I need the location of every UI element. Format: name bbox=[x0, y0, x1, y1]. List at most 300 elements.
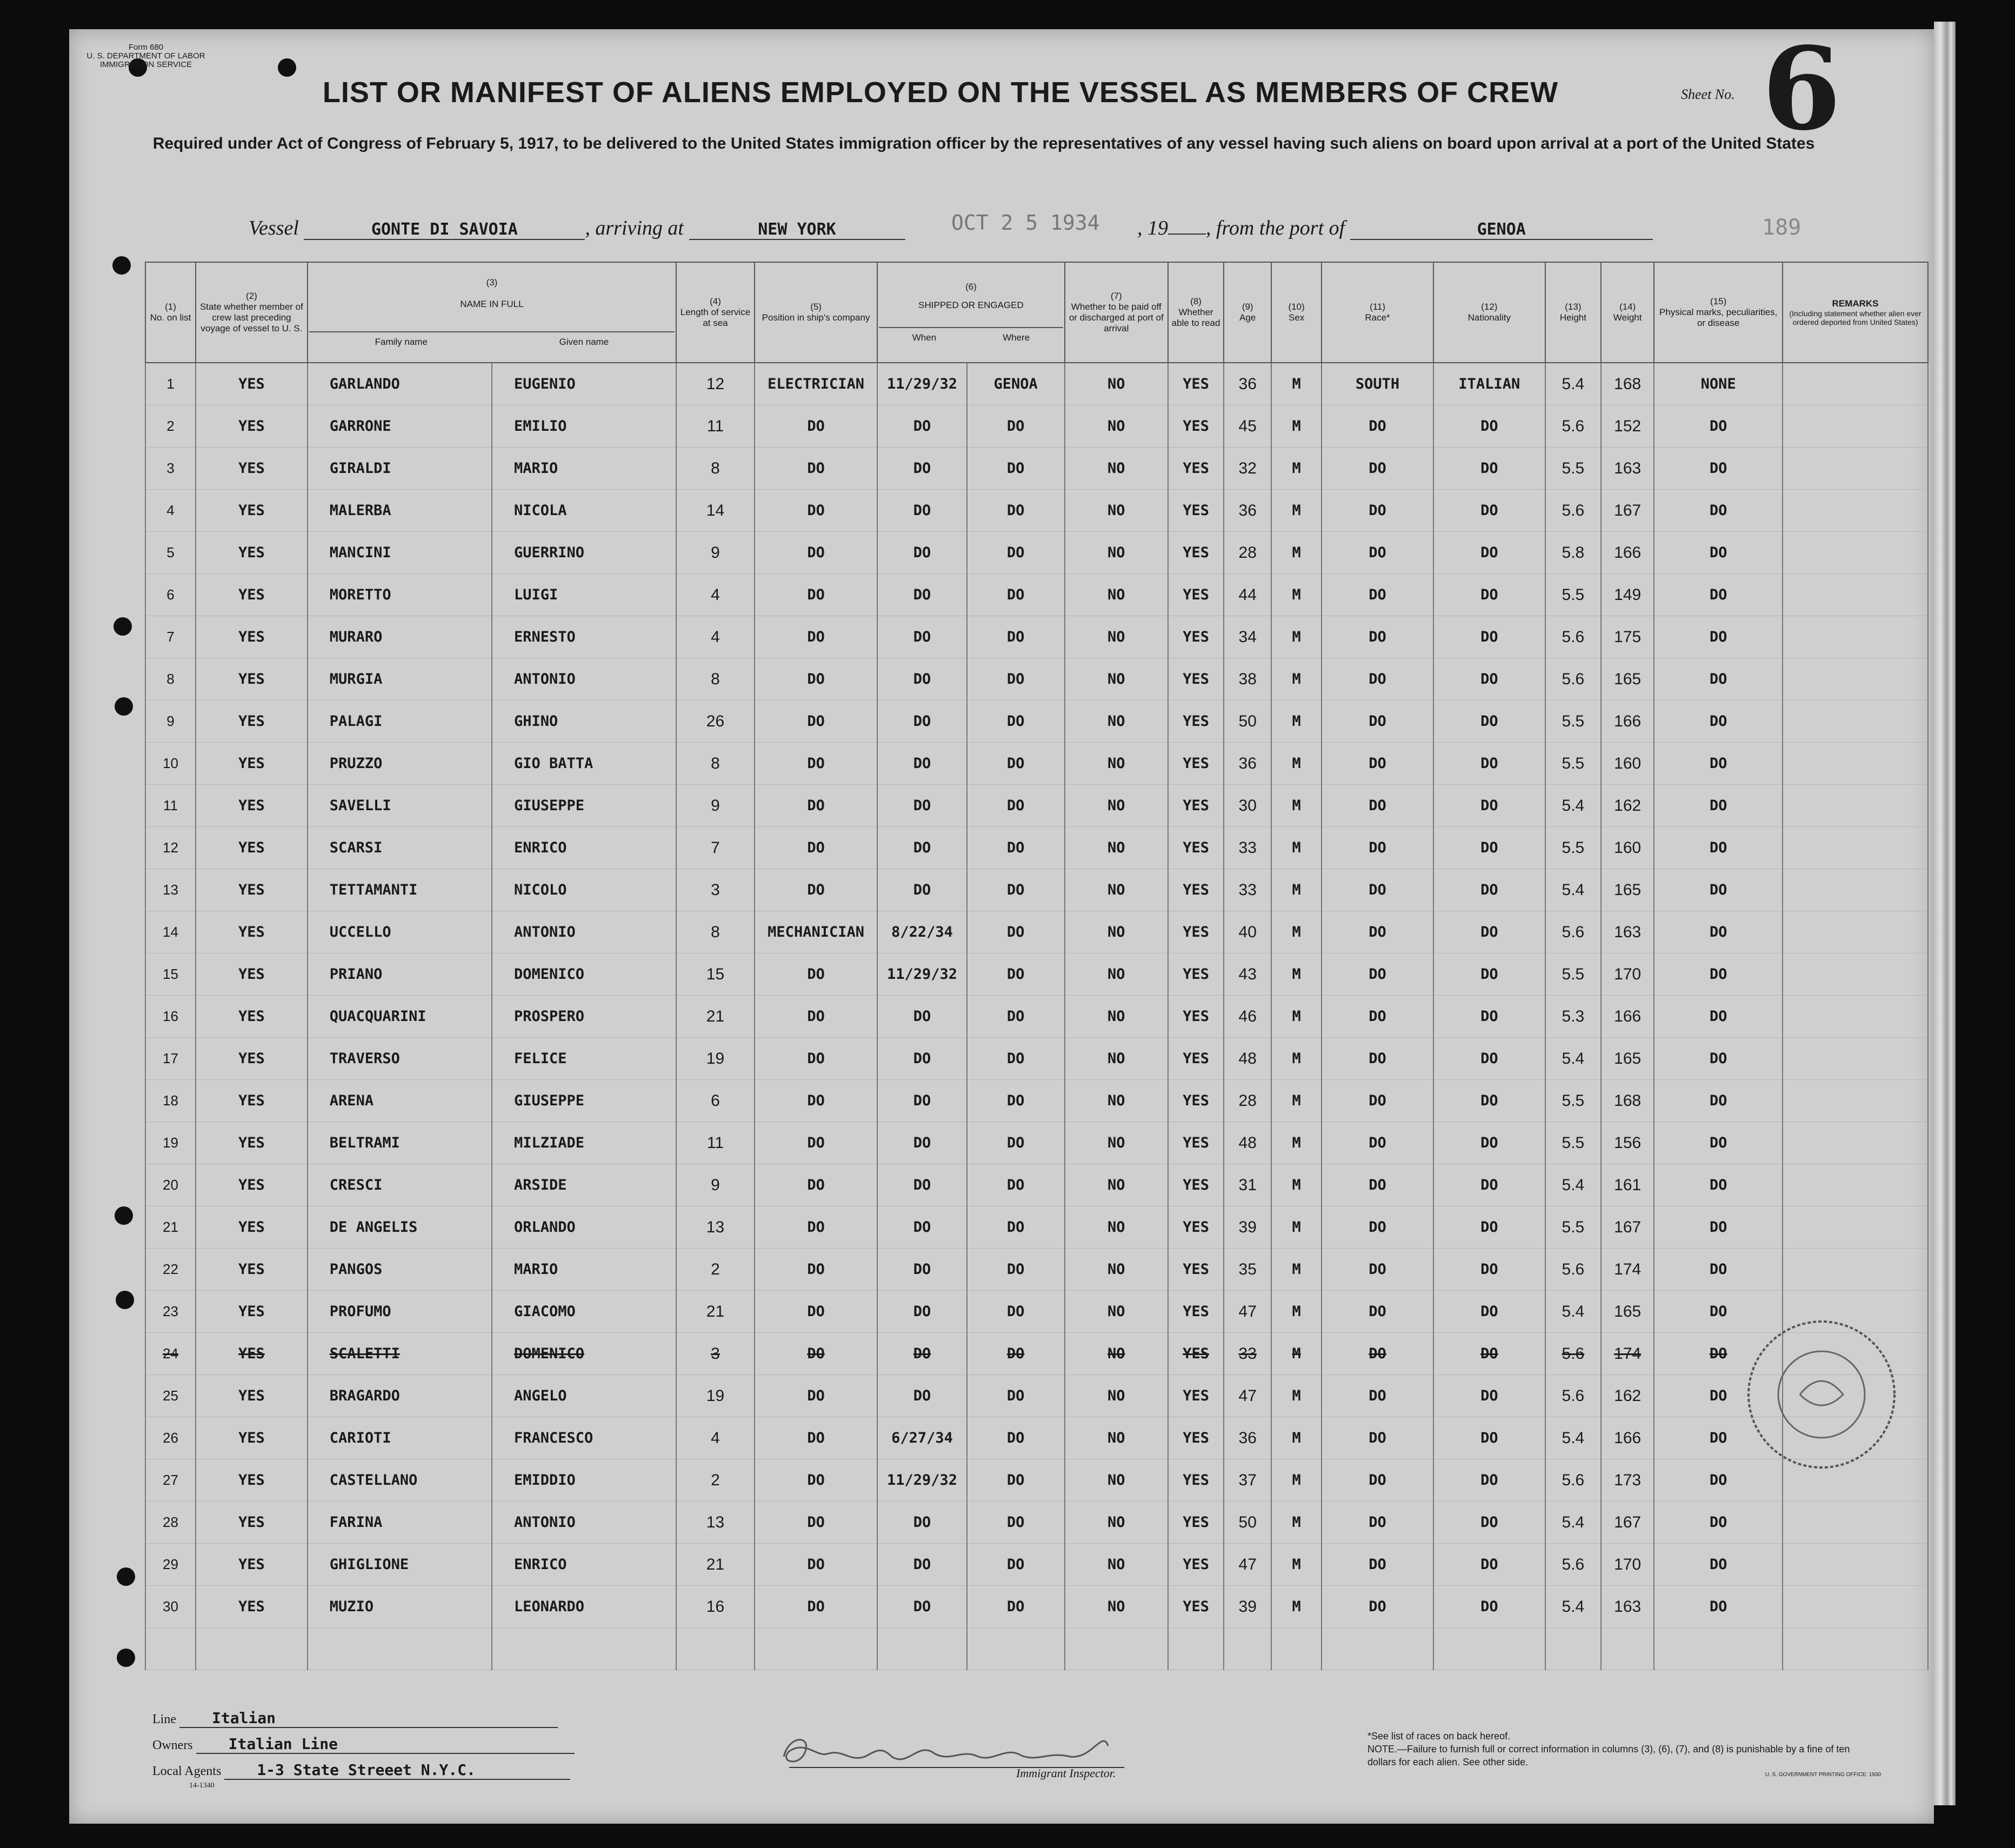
table-row bbox=[145, 1291, 1928, 1333]
cell-race: DO bbox=[1322, 616, 1433, 658]
cell-when: DO bbox=[877, 616, 966, 658]
cell-race: DO bbox=[1322, 1586, 1433, 1628]
cell-physical: DO bbox=[1654, 911, 1783, 953]
cell-service: 4 bbox=[676, 616, 755, 658]
cell-height: 5.4 bbox=[1545, 1502, 1601, 1544]
cell-position: DO bbox=[755, 1586, 877, 1628]
cell-position: DO bbox=[755, 532, 877, 574]
cell-age: 33 bbox=[1224, 827, 1271, 869]
cell-physical: DO bbox=[1654, 1249, 1783, 1291]
cell-state: YES bbox=[196, 869, 308, 911]
cell-read: YES bbox=[1168, 363, 1224, 405]
cell-nationality: DO bbox=[1433, 1417, 1545, 1459]
cell-when: DO bbox=[877, 700, 966, 743]
cell-weight: 162 bbox=[1601, 1375, 1654, 1417]
cell-height: 5.4 bbox=[1545, 785, 1601, 827]
cell-sex: M bbox=[1271, 1164, 1322, 1206]
cell-paid: NO bbox=[1065, 658, 1168, 700]
cell-age: 39 bbox=[1224, 1206, 1271, 1249]
cell-state: YES bbox=[196, 1249, 308, 1291]
cell-family: FARINA bbox=[308, 1502, 492, 1544]
cell-no: 2 bbox=[145, 405, 196, 448]
punch-hole bbox=[117, 1649, 135, 1667]
cell-sex: M bbox=[1271, 532, 1322, 574]
form-department: U. S. DEPARTMENT OF LABOR bbox=[86, 51, 205, 61]
cell-state: YES bbox=[196, 1206, 308, 1249]
cell-state: YES bbox=[196, 658, 308, 700]
cell-remarks bbox=[1783, 1502, 1928, 1544]
cell-given: DOMENICO bbox=[492, 953, 676, 996]
cell-paid: NO bbox=[1065, 448, 1168, 490]
cell-service: 19 bbox=[676, 1038, 755, 1080]
cell-family: MURARO bbox=[308, 616, 492, 658]
cell-age: 48 bbox=[1224, 1122, 1271, 1164]
cell-service: 11 bbox=[676, 405, 755, 448]
cell-race: DO bbox=[1322, 1291, 1433, 1333]
cell-physical: DO bbox=[1654, 869, 1783, 911]
cell-physical: DO bbox=[1654, 1375, 1783, 1417]
cell-height: 5.6 bbox=[1545, 1375, 1601, 1417]
cell-race: DO bbox=[1322, 953, 1433, 996]
cell-race: DO bbox=[1322, 911, 1433, 953]
cell-where: DO bbox=[967, 1038, 1065, 1080]
cell-weight: 163 bbox=[1601, 1586, 1654, 1628]
cell-paid: NO bbox=[1065, 1080, 1168, 1122]
cell-physical: DO bbox=[1654, 658, 1783, 700]
cell-nationality: DO bbox=[1433, 1459, 1545, 1502]
punch-hole bbox=[117, 1567, 135, 1586]
agents-label: Local Agents bbox=[152, 1764, 222, 1778]
cell-paid: NO bbox=[1065, 1544, 1168, 1586]
family-name-header: Family name bbox=[375, 337, 428, 347]
cell-height: 5.5 bbox=[1545, 1122, 1601, 1164]
cell-read: YES bbox=[1168, 827, 1224, 869]
cell-service: 12 bbox=[676, 363, 755, 405]
from-label: , from the port of bbox=[1206, 217, 1345, 239]
cell-position: DO bbox=[755, 1333, 877, 1375]
table-row bbox=[145, 1375, 1928, 1417]
cell-family: GARLANDO bbox=[308, 363, 492, 405]
cell-height: 5.6 bbox=[1545, 490, 1601, 532]
cell-state: YES bbox=[196, 448, 308, 490]
cell-family: ARENA bbox=[308, 1080, 492, 1122]
cell-service: 4 bbox=[676, 1417, 755, 1459]
cell-position: MECHANICIAN bbox=[755, 911, 877, 953]
cell-weight: 174 bbox=[1601, 1333, 1654, 1375]
cell-state: YES bbox=[196, 911, 308, 953]
cell-weight: 166 bbox=[1601, 1417, 1654, 1459]
cell-paid: NO bbox=[1065, 1586, 1168, 1628]
cell-given: ANTONIO bbox=[492, 911, 676, 953]
cell-paid: NO bbox=[1065, 1249, 1168, 1291]
arriving-port: NEW YORK bbox=[689, 220, 905, 240]
cell-where: DO bbox=[967, 490, 1065, 532]
cell-remarks bbox=[1783, 827, 1928, 869]
cell-sex: M bbox=[1271, 1249, 1322, 1291]
table-body bbox=[145, 363, 1928, 1670]
cell-given: LUIGI bbox=[492, 574, 676, 616]
footer-form-code: 14-1340 bbox=[189, 1782, 215, 1790]
table-row bbox=[145, 1206, 1928, 1249]
cell-no: 1 bbox=[145, 363, 196, 405]
table-row bbox=[145, 616, 1928, 658]
cell-race: DO bbox=[1322, 996, 1433, 1038]
table-row bbox=[145, 1080, 1928, 1122]
cell-position: DO bbox=[755, 490, 877, 532]
cell-when: DO bbox=[877, 658, 966, 700]
cell-position: DO bbox=[755, 953, 877, 996]
cell-read: YES bbox=[1168, 405, 1224, 448]
cell-service: 3 bbox=[676, 1333, 755, 1375]
line-value: Italian bbox=[179, 1709, 558, 1728]
cell-no: 11 bbox=[145, 785, 196, 827]
table-row bbox=[145, 1502, 1928, 1544]
cell-family: SAVELLI bbox=[308, 785, 492, 827]
cell-age: 45 bbox=[1224, 405, 1271, 448]
cell-nationality: DO bbox=[1433, 1291, 1545, 1333]
cell-age: 35 bbox=[1224, 1249, 1271, 1291]
table-row bbox=[145, 1459, 1928, 1502]
cell-physical: DO bbox=[1654, 1164, 1783, 1206]
cell-remarks bbox=[1783, 658, 1928, 700]
col-read: (8) Whether able to read bbox=[1168, 262, 1224, 363]
cell-family: SCALETTI bbox=[308, 1333, 492, 1375]
cell-when: DO bbox=[877, 1502, 966, 1544]
owners-label: Owners bbox=[152, 1738, 193, 1752]
cell-age: 43 bbox=[1224, 953, 1271, 996]
cell-state: YES bbox=[196, 1164, 308, 1206]
cell-race: DO bbox=[1322, 405, 1433, 448]
col-paid-off: (7) Whether to be paid off or discharged at port of arrival bbox=[1065, 262, 1168, 363]
cell-read: YES bbox=[1168, 1417, 1224, 1459]
cell-given: ERNESTO bbox=[492, 616, 676, 658]
cell-height: 5.6 bbox=[1545, 658, 1601, 700]
cell-paid: NO bbox=[1065, 1459, 1168, 1502]
cell-age: 28 bbox=[1224, 532, 1271, 574]
cell-service: 7 bbox=[676, 827, 755, 869]
cell-no: 3 bbox=[145, 448, 196, 490]
cell-height: 5.5 bbox=[1545, 1206, 1601, 1249]
cell-read: YES bbox=[1168, 448, 1224, 490]
cell-position: DO bbox=[755, 743, 877, 785]
cell-where: DO bbox=[967, 616, 1065, 658]
agents-value: 1-3 State Streeet N.Y.C. bbox=[224, 1761, 570, 1780]
cell-read: YES bbox=[1168, 869, 1224, 911]
cell-nationality: DO bbox=[1433, 574, 1545, 616]
vessel-label: Vessel bbox=[249, 217, 299, 239]
cell-remarks bbox=[1783, 1080, 1928, 1122]
cell-given: EMILIO bbox=[492, 405, 676, 448]
cell-when: DO bbox=[877, 1164, 966, 1206]
cell-state: YES bbox=[196, 1544, 308, 1586]
cell-sex: M bbox=[1271, 1586, 1322, 1628]
cell-nationality: DO bbox=[1433, 827, 1545, 869]
cell-position: DO bbox=[755, 1122, 877, 1164]
table-row bbox=[145, 1333, 1928, 1375]
cell-state: YES bbox=[196, 1417, 308, 1459]
cell-no: 12 bbox=[145, 827, 196, 869]
note-penalty: NOTE.—Failure to furnish full or correct information in columns (3), (6), (7), and (8) is punishable by a fine of ten dollars for each alien. See other side. bbox=[1367, 1744, 1850, 1767]
col-shipped: (6) SHIPPED OR ENGAGED When Where bbox=[877, 262, 1064, 363]
col-position: (5) Position in ship's company bbox=[755, 262, 877, 363]
cell-state: YES bbox=[196, 1038, 308, 1080]
cell-nationality: DO bbox=[1433, 1333, 1545, 1375]
cell-weight: 175 bbox=[1601, 616, 1654, 658]
cell-paid: NO bbox=[1065, 827, 1168, 869]
cell-state: YES bbox=[196, 700, 308, 743]
cell-when: DO bbox=[877, 1080, 966, 1122]
cell-position: DO bbox=[755, 1459, 877, 1502]
cell-weight: 163 bbox=[1601, 911, 1654, 953]
cell-weight: 174 bbox=[1601, 1249, 1654, 1291]
cell-remarks bbox=[1783, 1249, 1928, 1291]
cell-weight: 152 bbox=[1601, 405, 1654, 448]
cell-height: 5.4 bbox=[1545, 1038, 1601, 1080]
departure-port: GENOA bbox=[1350, 220, 1653, 240]
col-height: (13) Height bbox=[1545, 262, 1601, 363]
cell-physical: DO bbox=[1654, 1291, 1783, 1333]
cell-no: 16 bbox=[145, 996, 196, 1038]
cell-remarks bbox=[1783, 1038, 1928, 1080]
cell-service: 21 bbox=[676, 996, 755, 1038]
cell-no: 17 bbox=[145, 1038, 196, 1080]
cell-weight: 165 bbox=[1601, 1038, 1654, 1080]
cell-physical: DO bbox=[1654, 532, 1783, 574]
cell-weight: 173 bbox=[1601, 1459, 1654, 1502]
cell-given: GIACOMO bbox=[492, 1291, 676, 1333]
cell-sex: M bbox=[1271, 616, 1322, 658]
cell-age: 33 bbox=[1224, 869, 1271, 911]
cell-position: DO bbox=[755, 1249, 877, 1291]
cell-remarks bbox=[1783, 869, 1928, 911]
cell-sex: M bbox=[1271, 1122, 1322, 1164]
cell-no: 25 bbox=[145, 1375, 196, 1417]
cell-race: SOUTH bbox=[1322, 363, 1433, 405]
cell-no: 24 bbox=[145, 1333, 196, 1375]
cell-remarks bbox=[1783, 363, 1928, 405]
cell-paid: NO bbox=[1065, 490, 1168, 532]
cell-no: 30 bbox=[145, 1586, 196, 1628]
cell-nationality: DO bbox=[1433, 700, 1545, 743]
cell-paid: NO bbox=[1065, 869, 1168, 911]
cell-when: DO bbox=[877, 1122, 966, 1164]
cell-where: DO bbox=[967, 1249, 1065, 1291]
cell-sex: M bbox=[1271, 1206, 1322, 1249]
cell-nationality: ITALIAN bbox=[1433, 363, 1545, 405]
cell-race: DO bbox=[1322, 1249, 1433, 1291]
cell-position: DO bbox=[755, 574, 877, 616]
cell-remarks bbox=[1783, 743, 1928, 785]
cell-paid: NO bbox=[1065, 1122, 1168, 1164]
cell-where: DO bbox=[967, 996, 1065, 1038]
cell-read: YES bbox=[1168, 1038, 1224, 1080]
cell-read: YES bbox=[1168, 1080, 1224, 1122]
sheet-label: Sheet No. bbox=[1681, 86, 1735, 102]
cell-physical: DO bbox=[1654, 827, 1783, 869]
cell-height: 5.4 bbox=[1545, 1291, 1601, 1333]
cell-no: 4 bbox=[145, 490, 196, 532]
cell-service: 13 bbox=[676, 1502, 755, 1544]
cell-service: 2 bbox=[676, 1249, 755, 1291]
cell-height: 5.4 bbox=[1545, 1417, 1601, 1459]
cell-no: 26 bbox=[145, 1417, 196, 1459]
cell-family: PRUZZO bbox=[308, 743, 492, 785]
cell-where: DO bbox=[967, 658, 1065, 700]
form-identifier bbox=[81, 43, 211, 69]
cell-paid: NO bbox=[1065, 1038, 1168, 1080]
cell-service: 15 bbox=[676, 953, 755, 996]
cell-weight: 165 bbox=[1601, 869, 1654, 911]
cell-when: DO bbox=[877, 1586, 966, 1628]
cell-no: 28 bbox=[145, 1502, 196, 1544]
cell-where: DO bbox=[967, 785, 1065, 827]
cell-family: BELTRAMI bbox=[308, 1122, 492, 1164]
cell-age: 46 bbox=[1224, 996, 1271, 1038]
cell-when: 11/29/32 bbox=[877, 363, 966, 405]
cell-height: 5.5 bbox=[1545, 953, 1601, 996]
table-row bbox=[145, 743, 1928, 785]
cell-race: DO bbox=[1322, 448, 1433, 490]
cell-sex: M bbox=[1271, 490, 1322, 532]
cell-physical: DO bbox=[1654, 1502, 1783, 1544]
cell-read: YES bbox=[1168, 1249, 1224, 1291]
cell-sex: M bbox=[1271, 1080, 1322, 1122]
table-row bbox=[145, 1122, 1928, 1164]
cell-race: DO bbox=[1322, 785, 1433, 827]
table-row bbox=[145, 405, 1928, 448]
cell-given: ENRICO bbox=[492, 1544, 676, 1586]
cell-sex: M bbox=[1271, 700, 1322, 743]
cell-nationality: DO bbox=[1433, 1375, 1545, 1417]
cell-age: 37 bbox=[1224, 1459, 1271, 1502]
cell-age: 36 bbox=[1224, 490, 1271, 532]
cell-race: DO bbox=[1322, 1375, 1433, 1417]
cell-read: YES bbox=[1168, 1586, 1224, 1628]
col-weight: (14) Weight bbox=[1601, 262, 1654, 363]
cell-service: 21 bbox=[676, 1544, 755, 1586]
cell-race: DO bbox=[1322, 490, 1433, 532]
cell-nationality: DO bbox=[1433, 616, 1545, 658]
cell-nationality: DO bbox=[1433, 448, 1545, 490]
col-state: (2) State whether member of crew last preceding voyage of vessel to U. S. bbox=[196, 262, 308, 363]
table-row bbox=[145, 1038, 1928, 1080]
cell-service: 8 bbox=[676, 911, 755, 953]
cell-state: YES bbox=[196, 743, 308, 785]
cell-read: YES bbox=[1168, 1502, 1224, 1544]
cell-given: GHINO bbox=[492, 700, 676, 743]
cell-physical: DO bbox=[1654, 1544, 1783, 1586]
cell-read: YES bbox=[1168, 1164, 1224, 1206]
cell-paid: NO bbox=[1065, 1417, 1168, 1459]
table-row bbox=[145, 1417, 1928, 1459]
cell-race: DO bbox=[1322, 1080, 1433, 1122]
cell-sex: M bbox=[1271, 1291, 1322, 1333]
cell-race: DO bbox=[1322, 1333, 1433, 1375]
cell-family: MALERBA bbox=[308, 490, 492, 532]
cell-race: DO bbox=[1322, 1122, 1433, 1164]
cell-state: YES bbox=[196, 532, 308, 574]
cell-when: 11/29/32 bbox=[877, 953, 966, 996]
cell-height: 5.6 bbox=[1545, 1544, 1601, 1586]
cell-where: DO bbox=[967, 1459, 1065, 1502]
cell-given: MILZIADE bbox=[492, 1122, 676, 1164]
cell-service: 19 bbox=[676, 1375, 755, 1417]
cell-given: NICOLO bbox=[492, 869, 676, 911]
cell-where: DO bbox=[967, 827, 1065, 869]
cell-physical: DO bbox=[1654, 785, 1783, 827]
cell-age: 30 bbox=[1224, 785, 1271, 827]
cell-where: DO bbox=[967, 743, 1065, 785]
cell-family: BRAGARDO bbox=[308, 1375, 492, 1417]
cell-physical: DO bbox=[1654, 490, 1783, 532]
cell-race: DO bbox=[1322, 1544, 1433, 1586]
cell-no: 29 bbox=[145, 1544, 196, 1586]
cell-given: DOMENICO bbox=[492, 1333, 676, 1375]
cell-family: UCCELLO bbox=[308, 911, 492, 953]
cell-height: 5.3 bbox=[1545, 996, 1601, 1038]
cell-service: 8 bbox=[676, 743, 755, 785]
cell-read: YES bbox=[1168, 1291, 1224, 1333]
table-row bbox=[145, 363, 1928, 405]
cell-given: ORLANDO bbox=[492, 1206, 676, 1249]
cell-state: YES bbox=[196, 1333, 308, 1375]
cell-given: GIUSEPPE bbox=[492, 785, 676, 827]
cell-physical: DO bbox=[1654, 1080, 1783, 1122]
cell-state: YES bbox=[196, 1291, 308, 1333]
cell-read: YES bbox=[1168, 1544, 1224, 1586]
when-header: When bbox=[912, 332, 937, 343]
cell-where: DO bbox=[967, 574, 1065, 616]
cell-nationality: DO bbox=[1433, 743, 1545, 785]
col-service: (4) Length of service at sea bbox=[676, 262, 755, 363]
cell-no: 8 bbox=[145, 658, 196, 700]
cell-when: 8/22/34 bbox=[877, 911, 966, 953]
cell-state: YES bbox=[196, 1080, 308, 1122]
cell-when: DO bbox=[877, 785, 966, 827]
cell-where: DO bbox=[967, 1122, 1065, 1164]
owners-value: Italian Line bbox=[196, 1735, 575, 1754]
cell-state: YES bbox=[196, 953, 308, 996]
cell-service: 21 bbox=[676, 1291, 755, 1333]
cell-weight: 166 bbox=[1601, 996, 1654, 1038]
cell-read: YES bbox=[1168, 658, 1224, 700]
table-row bbox=[145, 827, 1928, 869]
cell-age: 36 bbox=[1224, 743, 1271, 785]
cell-remarks bbox=[1783, 532, 1928, 574]
cell-physical: NONE bbox=[1654, 363, 1783, 405]
cell-sex: M bbox=[1271, 1502, 1322, 1544]
cell-where: DO bbox=[967, 1080, 1065, 1122]
cell-given: GIO BATTA bbox=[492, 743, 676, 785]
cell-paid: NO bbox=[1065, 574, 1168, 616]
cell-remarks bbox=[1783, 785, 1928, 827]
cell-state: YES bbox=[196, 785, 308, 827]
cell-remarks bbox=[1783, 1164, 1928, 1206]
cell-weight: 167 bbox=[1601, 1502, 1654, 1544]
cell-family: CARIOTI bbox=[308, 1417, 492, 1459]
cell-state: YES bbox=[196, 574, 308, 616]
col-physical: (15) Physical marks, peculiarities, or disease bbox=[1654, 262, 1783, 363]
cell-sex: M bbox=[1271, 1038, 1322, 1080]
cell-family: PRIANO bbox=[308, 953, 492, 996]
cell-paid: NO bbox=[1065, 911, 1168, 953]
cell-age: 32 bbox=[1224, 448, 1271, 490]
cell-service: 3 bbox=[676, 869, 755, 911]
cell-paid: NO bbox=[1065, 743, 1168, 785]
table-row bbox=[145, 532, 1928, 574]
cell-family: QUACQUARINI bbox=[308, 996, 492, 1038]
sheet-number: 6 bbox=[1762, 22, 1841, 156]
